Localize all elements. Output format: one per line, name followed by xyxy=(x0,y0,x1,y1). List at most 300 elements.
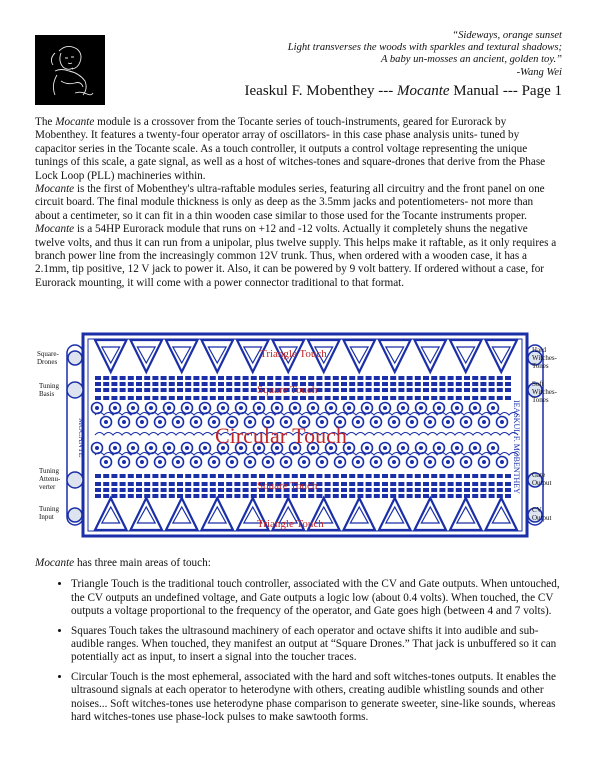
square-pad xyxy=(243,494,249,498)
square-pad xyxy=(169,488,175,492)
square-pad xyxy=(267,494,273,498)
square-pad xyxy=(120,488,126,492)
circle-pad-center xyxy=(491,406,495,410)
square-pad xyxy=(169,482,175,486)
square-pad xyxy=(439,494,445,498)
circle-pad-center xyxy=(140,420,144,424)
quote-line: “Sideways, orange sunset xyxy=(452,30,562,41)
circle-pad-center xyxy=(104,420,108,424)
square-pad xyxy=(390,474,396,478)
tuning-input-jack[interactable] xyxy=(68,508,82,522)
square-pad xyxy=(374,488,380,492)
label-cv-output-1: CV xyxy=(532,506,542,514)
square-pad xyxy=(251,396,257,400)
square-pad xyxy=(177,488,183,492)
circle-pad-center xyxy=(122,460,126,464)
square-pad xyxy=(357,482,363,486)
square-pad xyxy=(169,494,175,498)
circle-pad-center xyxy=(464,460,468,464)
square-pad xyxy=(161,376,167,380)
square-pad xyxy=(169,396,175,400)
square-pad xyxy=(398,474,404,478)
square-pad xyxy=(448,474,454,478)
square-pad xyxy=(366,494,372,498)
circle-pad-center xyxy=(167,446,171,450)
square-pad xyxy=(472,376,478,380)
label-square-drones-2: Drones xyxy=(37,358,58,366)
square-pad xyxy=(185,382,191,386)
square-pad xyxy=(456,376,462,380)
circle-pad-center xyxy=(176,420,180,424)
square-pad xyxy=(316,376,322,380)
label-tuning-input-1: Tuning xyxy=(39,505,59,513)
square-pad xyxy=(316,494,322,498)
circle-pad-center xyxy=(230,460,234,464)
square-pad xyxy=(226,388,232,392)
square-pad xyxy=(382,488,388,492)
square-pad xyxy=(234,482,240,486)
label-hard-witches-3: Tones xyxy=(532,362,549,370)
square-pad xyxy=(415,382,421,386)
square-pad xyxy=(111,382,117,386)
square-pad xyxy=(111,482,117,486)
square-pad xyxy=(382,494,388,498)
circle-pad-center xyxy=(266,460,270,464)
square-pad xyxy=(431,494,437,498)
intro-paragraph-3 xyxy=(35,223,560,290)
square-pad xyxy=(144,494,150,498)
square-pad xyxy=(308,376,314,380)
square-pad xyxy=(185,482,191,486)
circle-pad-center xyxy=(113,406,117,410)
square-pad xyxy=(185,488,191,492)
square-pad xyxy=(415,388,421,392)
square-pad xyxy=(456,494,462,498)
circle-pad-center xyxy=(473,406,477,410)
portrait-sketch-icon xyxy=(35,35,105,105)
square-pad xyxy=(161,382,167,386)
circle-pad-center xyxy=(383,446,387,450)
square-pad xyxy=(407,482,413,486)
square-pad xyxy=(103,376,109,380)
square-pad xyxy=(431,474,437,478)
square-pad xyxy=(177,396,183,400)
square-pad xyxy=(398,388,404,392)
square-pad xyxy=(357,494,363,498)
circle-pad-center xyxy=(482,420,486,424)
square-pad xyxy=(300,396,306,400)
tuning-attenuverter-knob[interactable] xyxy=(67,472,83,488)
panel-svg xyxy=(35,330,563,540)
circle-pad-center xyxy=(455,446,459,450)
square-pad xyxy=(374,482,380,486)
square-pad xyxy=(202,488,208,492)
square-pad xyxy=(480,382,486,386)
circle-pad-center xyxy=(221,406,225,410)
square-pad xyxy=(464,474,470,478)
square-pad xyxy=(161,482,167,486)
square-pad xyxy=(325,376,331,380)
square-pad xyxy=(136,382,142,386)
list-item-squares-touch: • Squares Touch takes the ultrasound machinery of each operator and octave shifts it into audible and sub-audible ranges. When touched, they manifest an output at “Square Drones.” That jack is unbuffered so it can potentially act as input, to insert a signal into the toucher traces. xyxy=(71,625,560,665)
module-name: Mocante xyxy=(35,183,75,196)
square-pad xyxy=(472,396,478,400)
square-pad xyxy=(169,376,175,380)
square-pad xyxy=(497,474,503,478)
square-pad xyxy=(423,376,429,380)
square-pad xyxy=(243,488,249,492)
square-pad xyxy=(218,488,224,492)
square-pad xyxy=(390,376,396,380)
square-pad xyxy=(161,396,167,400)
square-pad xyxy=(349,388,355,392)
square-pad xyxy=(136,474,142,478)
square-pad xyxy=(193,474,199,478)
circle-pad-center xyxy=(311,406,315,410)
square-pad xyxy=(390,396,396,400)
square-pad xyxy=(185,388,191,392)
label-tuning-attenuverter-1: Tuning xyxy=(39,467,59,475)
circle-pad-center xyxy=(419,406,423,410)
label-soft-witches-1: Soft xyxy=(532,380,544,388)
square-pad xyxy=(243,482,249,486)
square-pad xyxy=(243,396,249,400)
square-pad xyxy=(275,396,281,400)
square-pad xyxy=(448,488,454,492)
square-pad xyxy=(284,396,290,400)
circle-pad-center xyxy=(401,446,405,450)
square-pad xyxy=(505,494,511,498)
square-pad xyxy=(218,396,224,400)
square-pad xyxy=(480,376,486,380)
square-pad xyxy=(489,396,495,400)
panel-vertical-maker: IEASKUL F. MOBENTHEY xyxy=(512,400,521,494)
square-pad xyxy=(308,494,314,498)
triangle-touch-bottom-label: Triangle Touch xyxy=(257,518,324,530)
square-pad xyxy=(284,376,290,380)
square-pad xyxy=(325,388,331,392)
square-pad xyxy=(185,376,191,380)
square-pad xyxy=(448,396,454,400)
square-pad xyxy=(374,382,380,386)
square-pad xyxy=(357,376,363,380)
circle-pad-center xyxy=(383,406,387,410)
square-pad xyxy=(448,494,454,498)
intro-section xyxy=(35,116,560,290)
square-pad xyxy=(202,388,208,392)
square-pad xyxy=(480,396,486,400)
square-pad xyxy=(234,382,240,386)
square-pad xyxy=(489,388,495,392)
circle-pad-center xyxy=(113,446,117,450)
square-pad xyxy=(349,382,355,386)
square-pad xyxy=(284,474,290,478)
square-pad xyxy=(259,474,265,478)
square-pad xyxy=(120,382,126,386)
square-pad xyxy=(407,474,413,478)
circle-pad-center xyxy=(500,420,504,424)
square-pad xyxy=(333,482,339,486)
square-pad xyxy=(456,474,462,478)
square-pad xyxy=(128,388,134,392)
square-pad xyxy=(349,494,355,498)
square-pad xyxy=(202,376,208,380)
square-pad xyxy=(472,494,478,498)
square-pad xyxy=(111,474,117,478)
square-pad xyxy=(472,488,478,492)
right-jacks xyxy=(528,351,542,522)
square-pad xyxy=(448,388,454,392)
square-pad xyxy=(103,494,109,498)
square-pad xyxy=(226,494,232,498)
square-pad xyxy=(210,388,216,392)
square-pad xyxy=(374,396,380,400)
square-pad xyxy=(357,388,363,392)
square-pad xyxy=(136,396,142,400)
square-pad xyxy=(341,488,347,492)
square-pad xyxy=(234,494,240,498)
label-tuning-input-2: Input xyxy=(39,513,54,521)
square-pad xyxy=(497,494,503,498)
square-pad xyxy=(218,482,224,486)
circle-pad-center xyxy=(149,406,153,410)
square-pad xyxy=(341,382,347,386)
square-pad xyxy=(234,376,240,380)
square-pad xyxy=(95,382,101,386)
circle-pad-center xyxy=(185,406,189,410)
square-pad xyxy=(259,376,265,380)
square-pad xyxy=(210,376,216,380)
intro-paragraph-1 xyxy=(35,116,560,183)
square-pad xyxy=(464,376,470,380)
square-pad xyxy=(464,482,470,486)
square-pad xyxy=(202,494,208,498)
square-pad xyxy=(144,396,150,400)
square-pad xyxy=(489,494,495,498)
square-drones-jack[interactable] xyxy=(68,351,82,365)
square-pad xyxy=(136,488,142,492)
square-pad xyxy=(464,388,470,392)
square-pad xyxy=(366,376,372,380)
circle-pad-center xyxy=(158,460,162,464)
paragraph-text: has three main areas of touch: xyxy=(74,557,211,569)
square-pad xyxy=(218,382,224,386)
square-pad xyxy=(152,474,158,478)
square-pad xyxy=(357,488,363,492)
square-pad xyxy=(505,474,511,478)
square-pad xyxy=(243,474,249,478)
label-hard-witches-2: Witches- xyxy=(532,354,557,362)
circle-pad-center xyxy=(410,420,414,424)
square-pad xyxy=(120,494,126,498)
square-pad xyxy=(128,482,134,486)
square-pad xyxy=(251,494,257,498)
circle-pad-center xyxy=(275,406,279,410)
square-pad xyxy=(111,376,117,380)
square-pad xyxy=(128,474,134,478)
quote-line: A baby un-mosses an ancient, golden toy.” xyxy=(380,54,562,66)
module-name: Mocante xyxy=(55,116,95,128)
square-pad xyxy=(144,488,150,492)
label-tuning-attenuverter-3: verter xyxy=(39,483,56,491)
circle-pad-center xyxy=(131,406,135,410)
square-pad xyxy=(152,494,158,498)
square-pad xyxy=(103,388,109,392)
square-pad xyxy=(398,382,404,386)
square-pad xyxy=(152,376,158,380)
square-pad xyxy=(431,396,437,400)
square-pad xyxy=(111,494,117,498)
square-pad xyxy=(103,396,109,400)
square-pad xyxy=(275,474,281,478)
square-pad xyxy=(497,382,503,386)
square-pad xyxy=(234,488,240,492)
square-pad xyxy=(202,382,208,386)
square-pad xyxy=(95,482,101,486)
circle-pad-center xyxy=(356,460,360,464)
square-pad xyxy=(177,482,183,486)
square-pad xyxy=(341,388,347,392)
square-pad xyxy=(193,488,199,492)
square-pad xyxy=(489,482,495,486)
square-pad xyxy=(333,494,339,498)
square-pad xyxy=(128,382,134,386)
square-pad xyxy=(152,482,158,486)
square-pad xyxy=(95,474,101,478)
square-pad xyxy=(267,396,273,400)
paragraph-text: is the first of Mobenthey's ultra-raftable modules series, featuring all circuitry and the front panel on one circuit board. The final module thickness is only as deep as the 3.5mm jacks and potentiometers- not more than about a centimeter, so it can fit in a thin wooden case similar to those used for the Tocante instruments proper. xyxy=(35,183,545,222)
square-pad xyxy=(366,382,372,386)
square-pad xyxy=(382,474,388,478)
square-pad xyxy=(349,396,355,400)
label-square-drones-1: Square- xyxy=(37,350,59,358)
square-pad xyxy=(349,488,355,492)
triangle-touch-top-label: Triangle Touch xyxy=(260,348,327,360)
square-pad xyxy=(497,482,503,486)
square-pad xyxy=(226,474,232,478)
square-pad xyxy=(439,382,445,386)
circle-pad-center xyxy=(455,406,459,410)
square-pad xyxy=(177,494,183,498)
square-pad xyxy=(226,482,232,486)
square-pad xyxy=(456,482,462,486)
circle-pad-center xyxy=(131,446,135,450)
square-pad xyxy=(161,388,167,392)
square-pad xyxy=(259,396,265,400)
square-pad xyxy=(357,396,363,400)
square-pad xyxy=(193,396,199,400)
circle-pad-center xyxy=(347,406,351,410)
square-pad xyxy=(308,396,314,400)
circle-pad-center xyxy=(401,406,405,410)
square-pad xyxy=(398,396,404,400)
tuning-basis-knob[interactable] xyxy=(67,382,83,398)
square-pad xyxy=(218,388,224,392)
square-pad xyxy=(267,474,273,478)
square-pad xyxy=(390,488,396,492)
square-pad xyxy=(243,382,249,386)
circle-pad-center xyxy=(239,406,243,410)
square-pad xyxy=(407,488,413,492)
circle-pad-center xyxy=(320,460,324,464)
square-pad xyxy=(456,396,462,400)
title-author: Ieaskul F. Mobenthey --- xyxy=(244,83,398,99)
square-pad xyxy=(464,488,470,492)
square-pad xyxy=(210,494,216,498)
square-pad xyxy=(382,482,388,486)
square-pad xyxy=(161,494,167,498)
square-pad xyxy=(497,396,503,400)
square-pad xyxy=(423,396,429,400)
square-pad xyxy=(341,494,347,498)
label-gate-output-1: Gate xyxy=(532,471,546,479)
square-pad xyxy=(407,376,413,380)
square-pad xyxy=(497,488,503,492)
square-pad xyxy=(439,482,445,486)
square-pad xyxy=(366,488,372,492)
square-pad xyxy=(152,488,158,492)
square-pad xyxy=(505,488,511,492)
square-pad xyxy=(95,376,101,380)
square-pad xyxy=(489,382,495,386)
square-pad xyxy=(357,382,363,386)
square-pad xyxy=(390,382,396,386)
square-pad xyxy=(480,388,486,392)
square-pad xyxy=(390,482,396,486)
square-pad xyxy=(333,382,339,386)
touch-areas-list xyxy=(35,578,560,724)
square-pad xyxy=(398,488,404,492)
square-pad xyxy=(415,494,421,498)
square-pad xyxy=(464,494,470,498)
touch-areas-intro xyxy=(35,557,560,570)
paragraph-lead: The xyxy=(35,116,56,128)
square-pad xyxy=(152,388,158,392)
square-pad xyxy=(210,396,216,400)
square-pad xyxy=(423,494,429,498)
square-pad xyxy=(415,488,421,492)
square-pad xyxy=(316,396,322,400)
square-pad xyxy=(234,388,240,392)
circle-pad-center xyxy=(374,460,378,464)
square-pad xyxy=(382,388,388,392)
circle-pad-center xyxy=(437,446,441,450)
circle-pad-center xyxy=(338,460,342,464)
square-pad xyxy=(308,474,314,478)
square-pad xyxy=(497,388,503,392)
circle-pad-center xyxy=(365,446,369,450)
square-pad xyxy=(325,382,331,386)
square-pad xyxy=(341,376,347,380)
square-pad xyxy=(431,488,437,492)
square-pad xyxy=(292,376,298,380)
square-pad xyxy=(136,482,142,486)
square-pad xyxy=(128,376,134,380)
square-pad xyxy=(193,482,199,486)
touch-areas-section xyxy=(35,557,560,730)
circle-pad-center xyxy=(428,420,432,424)
square-pad xyxy=(439,396,445,400)
square-pad xyxy=(292,474,298,478)
square-pad xyxy=(152,396,158,400)
paragraph-text: is a 54HP Eurorack module that runs on +12 and -12 volts. Actually it completely shuns the negative twelve volts, and thus it can run from a unipolar, plus twelve supply. This helps make it raftable, as it only requires a branch power line from the increasingly common 12V trunk. Thus, when ordered with a wooden case, it has a 2.1mm, tip positive, 12 V jack to power it. Also, it can be powered by 9 volt battery. If ordered without a case, for Eurorack mounting, it will come with a power connector traditional to that format. xyxy=(35,223,557,289)
circle-pad-center xyxy=(212,460,216,464)
circle-pad-center xyxy=(392,460,396,464)
paragraph-text: module is a crossover from the Tocante series of touch-instruments, geared for Eurorack by Mobenthey. It features a twenty-four operator array of oscillators- in this case phase analysis units- tuned by capacitor series in the Tocante scale. As a touch controller, it outputs a control voltage representing the unique tunings of this scale, a gate signal, as well as a host of witches-tones and square-drones that derive from the Phase Lock Loop (PLL) machineries within. xyxy=(35,116,546,182)
label-hard-witches-1: Hard xyxy=(532,346,546,354)
square-pad xyxy=(136,376,142,380)
square-pad xyxy=(111,396,117,400)
